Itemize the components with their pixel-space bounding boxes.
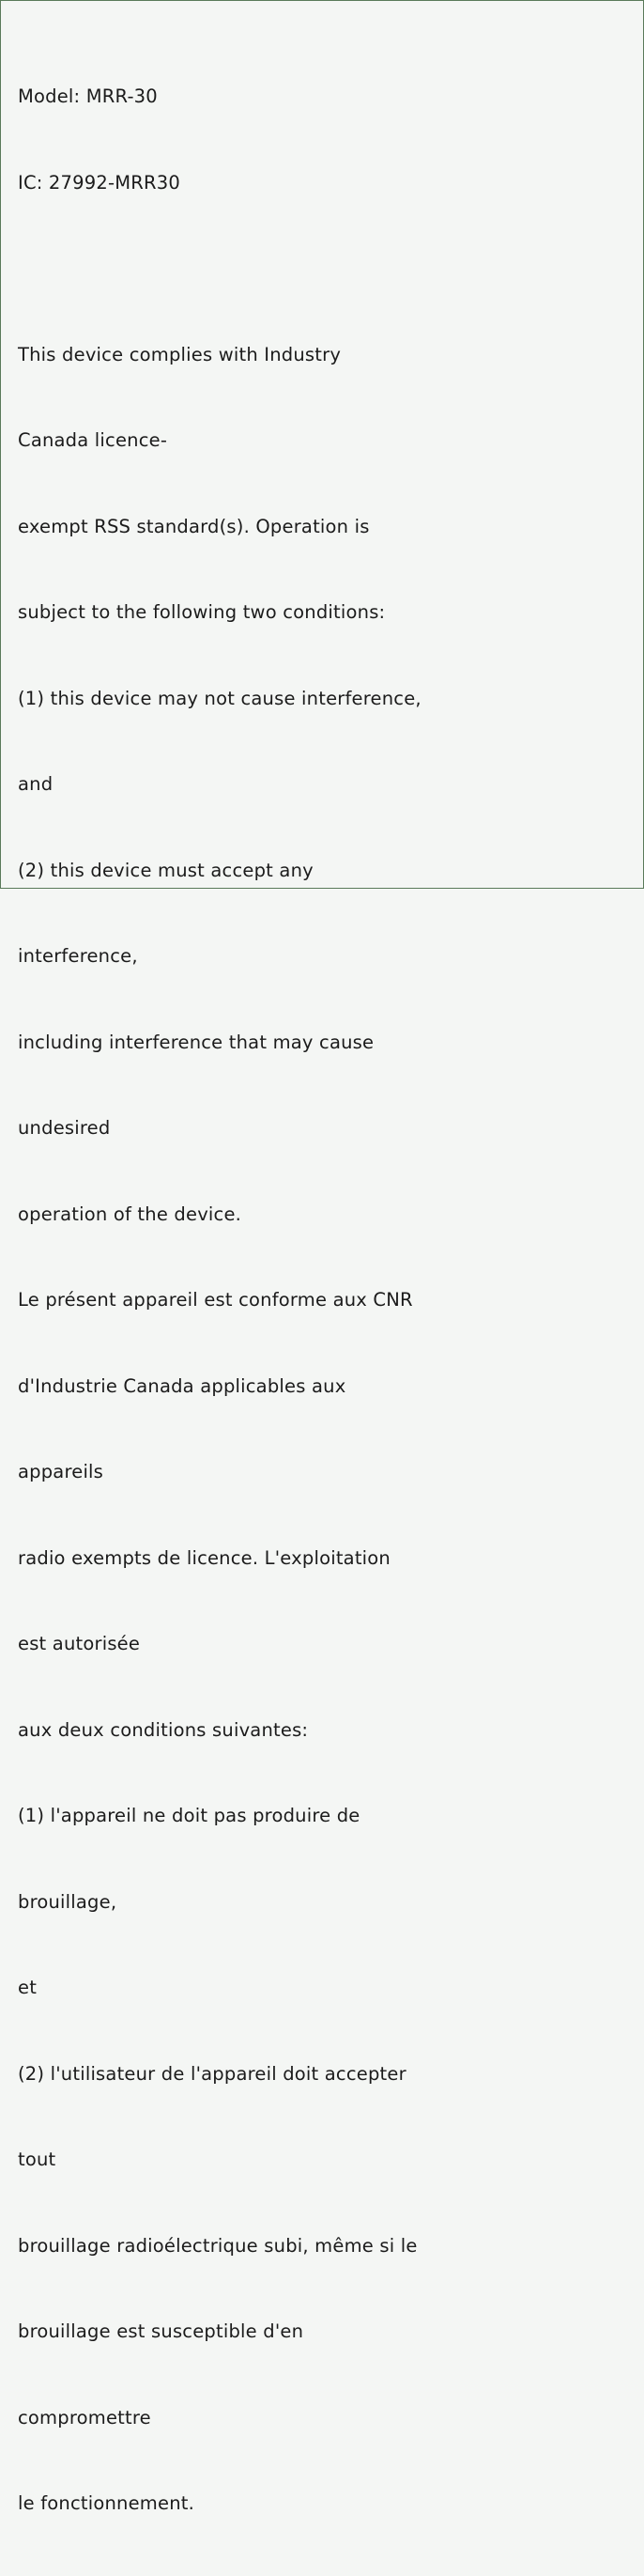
compliance-line: brouillage radioélectrique subi, même si le	[18, 2234, 418, 2257]
compliance-line: est autorisée	[18, 1633, 141, 1654]
compliance-line: subject to the following two conditions:	[18, 601, 386, 623]
compliance-line: et	[18, 1977, 38, 1998]
compliance-line: Canada licence-	[18, 429, 168, 451]
compliance-line: undesired	[18, 1117, 111, 1139]
compliance-line: le fonctionnement.	[18, 2492, 194, 2514]
compliance-line: (1) l'appareil ne doit pas produire de	[18, 1805, 360, 1826]
compliance-line: operation of the device.	[18, 1203, 242, 1225]
compliance-line: (2) this device must accept any	[18, 859, 314, 881]
compliance-line: aux deux conditions suivantes:	[18, 1718, 309, 1741]
compliance-line: This device complies with Industry	[18, 343, 342, 365]
ic-line: IC: 27992-MRR30	[18, 171, 180, 194]
compliance-line: d'Industrie Canada applicables aux	[18, 1374, 346, 1397]
compliance-line: and	[18, 773, 54, 795]
compliance-line: appareils	[18, 1461, 104, 1482]
document-body	[18, 25, 624, 2576]
compliance-line: interference,	[18, 945, 138, 967]
compliance-line: (2) l'utilisateur de l'appareil doit accepter	[18, 2062, 406, 2085]
compliance-line: including interference that may cause	[18, 1031, 375, 1053]
model-line: Model: MRR-30	[18, 85, 158, 107]
compliance-line: compromettre	[18, 2406, 151, 2429]
compliance-line: Le présent appareil est conforme aux CNR	[18, 1289, 413, 1311]
compliance-line: brouillage,	[18, 1890, 117, 1913]
compliance-line: exempt RSS standard(s). Operation is	[18, 515, 370, 537]
compliance-line: radio exempts de licence. L'exploitation	[18, 1546, 391, 1569]
compliance-line: brouillage est susceptible d'en	[18, 2320, 304, 2342]
spacer-line	[18, 255, 624, 284]
compliance-line: tout	[18, 2149, 56, 2170]
compliance-line: (1) this device may not cause interference,	[18, 687, 422, 709]
